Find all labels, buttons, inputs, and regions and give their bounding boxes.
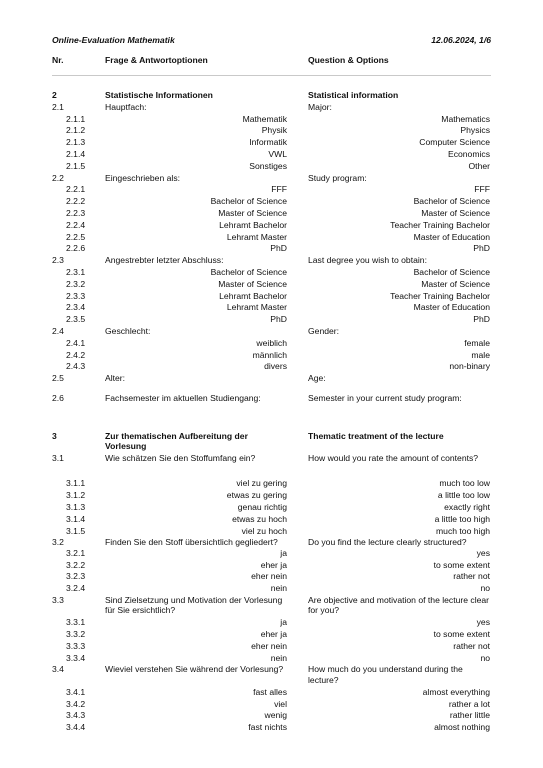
column-headers (52, 55, 491, 69)
option-english: Master of Science (421, 207, 490, 218)
option-german: etwas zu gering (226, 490, 287, 501)
question-german: Eingeschrieben als: (105, 172, 181, 183)
option-number: 3.3.4 (66, 652, 86, 663)
option-german: männlich (252, 349, 287, 360)
option-number: 2.1.3 (66, 137, 86, 148)
option-row (0, 478, 543, 490)
section-title-english: Thematic treatment of the lecture (308, 430, 444, 441)
question-english: Last degree you wish to obtain: (308, 255, 427, 266)
option-row (0, 243, 543, 255)
option-number: 2.2.1 (66, 184, 86, 195)
option-row (0, 220, 543, 232)
option-english: Bachelor of Science (413, 196, 490, 207)
option-number: 3.3.3 (66, 640, 86, 651)
option-german: nein (270, 583, 287, 594)
question-german: Alter: (105, 373, 126, 384)
question-german: Wie schätzen Sie den Stoffumfang ein? (105, 453, 256, 464)
option-row (0, 149, 543, 161)
option-number: 2.4.2 (66, 349, 86, 360)
option-english: Computer Science (419, 137, 490, 148)
section-number: 2 (52, 90, 57, 100)
option-number: 3.3.1 (66, 617, 86, 628)
option-german: etwas zu hoch (232, 513, 287, 524)
option-number: 2.2.2 (66, 196, 86, 207)
option-english: almost everything (422, 686, 490, 697)
option-english: Teacher Training Bachelor (390, 219, 490, 230)
column-header-nr: Nr. (52, 55, 64, 65)
option-english: yes (476, 617, 490, 628)
option-german: viel zu gering (236, 478, 287, 489)
question-german: Wieviel verstehen Sie während der Vorlesung? (105, 664, 284, 675)
option-row (0, 502, 543, 514)
option-number: 3.1.3 (66, 501, 86, 512)
option-row (0, 114, 543, 126)
option-row (0, 514, 543, 526)
option-german: divers (264, 361, 287, 372)
option-number: 3.4.1 (66, 686, 86, 697)
column-header-german: Frage & Antwortoptionen (105, 55, 208, 65)
option-row (0, 161, 543, 173)
option-number: 2.3.2 (66, 278, 86, 289)
option-german: FFF (271, 184, 287, 195)
column-header-english: Question & Options (308, 55, 389, 65)
option-number: 3.1.4 (66, 513, 86, 524)
option-row (0, 302, 543, 314)
question-row (0, 255, 543, 267)
option-english: to some extent (433, 629, 490, 640)
section-title-german: Zur thematischen Aufbereitung der Vorlesung (105, 430, 248, 452)
document-title: Online-Evaluation Mathematik (52, 35, 175, 45)
question-number: 2.6 (52, 392, 64, 403)
option-number: 3.1.1 (66, 478, 86, 489)
question-row (0, 453, 543, 475)
section-title-german: Statistische Informationen (105, 90, 213, 100)
question-english: How much do you understand during the lecture? (308, 664, 463, 685)
option-german: viel (274, 698, 287, 709)
question-number: 2.3 (52, 255, 64, 266)
option-number: 3.2.3 (66, 571, 86, 582)
option-number: 3.1.5 (66, 525, 86, 536)
option-german: Master of Science (218, 278, 287, 289)
option-english: rather not (453, 571, 490, 582)
option-english: PhD (473, 243, 490, 254)
option-row (0, 361, 543, 373)
question-row (0, 664, 543, 686)
option-german: genau richtig (237, 501, 287, 512)
question-number: 2.4 (52, 325, 64, 336)
option-number: 2.2.6 (66, 243, 86, 254)
option-number: 2.1.5 (66, 160, 86, 171)
option-number: 2.3.3 (66, 290, 86, 301)
option-number: 2.1.4 (66, 148, 86, 159)
option-german: viel zu hoch (241, 525, 287, 536)
option-english: rather little (449, 710, 490, 721)
option-row (0, 641, 543, 653)
option-german: Bachelor of Science (210, 266, 287, 277)
option-number: 2.3.4 (66, 302, 86, 313)
section-heading (0, 431, 543, 453)
question-row (0, 393, 543, 405)
option-row (0, 617, 543, 629)
question-english: Major: (308, 101, 332, 112)
question-english: Semester in your current study program: (308, 392, 462, 403)
option-row (0, 291, 543, 303)
option-row (0, 653, 543, 665)
header-divider (52, 75, 491, 76)
question-english: Study program: (308, 172, 367, 183)
option-english: yes (476, 547, 490, 558)
option-english: Bachelor of Science (413, 266, 490, 277)
question-english: How would you rate the amount of contents? (308, 453, 479, 464)
question-number: 3.3 (52, 594, 64, 605)
option-english: female (464, 337, 490, 348)
option-english: Physics (460, 125, 490, 136)
question-english: Do you find the lecture clearly structured? (308, 537, 467, 548)
question-german: Angestrebter letzter Abschluss: (105, 255, 224, 266)
option-english: Master of Education (413, 302, 490, 313)
question-number: 2.1 (52, 101, 64, 112)
option-english: PhD (473, 314, 490, 325)
option-number: 2.2.5 (66, 231, 86, 242)
question-number: 2.2 (52, 172, 64, 183)
option-row (0, 196, 543, 208)
option-row (0, 137, 543, 149)
question-row (0, 326, 543, 338)
option-english: rather a lot (448, 698, 490, 709)
option-number: 3.2.1 (66, 547, 86, 558)
option-row (0, 571, 543, 583)
option-english: exactly right (444, 501, 490, 512)
option-row (0, 629, 543, 641)
option-german: eher ja (260, 559, 287, 570)
option-german: VWL (268, 148, 287, 159)
option-number: 3.3.2 (66, 629, 86, 640)
question-row (0, 537, 543, 559)
question-number: 3.2 (52, 537, 64, 548)
option-german: Informatik (249, 137, 287, 148)
option-english: Other (468, 160, 490, 171)
option-german: fast alles (253, 686, 287, 697)
option-english: almost nothing (434, 722, 490, 733)
option-row (0, 583, 543, 595)
option-english: a little too high (434, 513, 490, 524)
option-english: FFF (474, 184, 490, 195)
question-number: 3.1 (52, 453, 64, 464)
option-number: 2.3.1 (66, 266, 86, 277)
option-row (0, 267, 543, 279)
option-english: much too low (439, 478, 490, 489)
option-row (0, 184, 543, 196)
question-german: Sind Zielsetzung und Motivation der Vorlesung für Sie ersichtlich? (105, 594, 283, 616)
option-row (0, 687, 543, 699)
option-german: PhD (270, 243, 287, 254)
option-english: to some extent (433, 559, 490, 570)
option-english: a little too low (437, 490, 490, 501)
option-row (0, 526, 543, 538)
question-row (0, 595, 543, 617)
option-german: Lehramt Bachelor (219, 219, 287, 230)
option-german: ja (280, 547, 287, 558)
option-english: much too high (436, 525, 490, 536)
option-german: Bachelor of Science (210, 196, 287, 207)
option-german: Lehramt Bachelor (219, 290, 287, 301)
option-german: Sonstiges (249, 160, 287, 171)
option-row (0, 699, 543, 711)
option-german: ja (280, 617, 287, 628)
option-row (0, 314, 543, 326)
question-number: 2.5 (52, 373, 64, 384)
option-english: male (471, 349, 490, 360)
option-english: rather not (453, 640, 490, 651)
option-german: Lehramt Master (226, 231, 287, 242)
option-number: 2.2.4 (66, 219, 86, 230)
question-german: Geschlecht: (105, 325, 151, 336)
question-english: Gender: (308, 325, 340, 336)
option-number: 2.1.1 (66, 113, 86, 124)
option-number: 3.1.2 (66, 490, 86, 501)
option-english: no (480, 583, 490, 594)
option-english: Master of Education (413, 231, 490, 242)
option-english: non-binary (449, 361, 490, 372)
question-german: Finden Sie den Stoff übersichtlich gegliedert? (105, 537, 278, 548)
question-german: Fachsemester im aktuellen Studiengang: (105, 392, 261, 403)
option-german: fast nichts (248, 722, 287, 733)
question-number: 3.4 (52, 664, 64, 675)
option-english: Mathematics (441, 113, 490, 124)
question-row (0, 373, 543, 385)
option-german: wenig (264, 710, 287, 721)
option-german: Lehramt Master (226, 302, 287, 313)
option-german: nein (270, 652, 287, 663)
option-number: 2.3.5 (66, 314, 86, 325)
question-english: Are objective and motivation of the lecture clear for you? (308, 594, 490, 616)
option-row (0, 125, 543, 137)
option-german: eher nein (251, 640, 287, 651)
option-number: 2.4.3 (66, 361, 86, 372)
option-german: eher nein (251, 571, 287, 582)
option-english: Teacher Training Bachelor (390, 290, 490, 301)
option-english: Master of Science (421, 278, 490, 289)
option-row (0, 490, 543, 502)
option-german: weiblich (256, 337, 287, 348)
option-number: 2.4.1 (66, 337, 86, 348)
option-row (0, 279, 543, 291)
option-number: 2.2.3 (66, 207, 86, 218)
option-german: Master of Science (218, 207, 287, 218)
question-row (0, 173, 543, 185)
section-heading (0, 90, 543, 102)
option-row (0, 338, 543, 350)
option-german: eher ja (260, 629, 287, 640)
questionnaire-content (0, 84, 543, 734)
option-number: 3.4.3 (66, 710, 86, 721)
page-header (52, 35, 491, 49)
section-title-english: Statistical information (308, 90, 399, 100)
option-english: Economics (447, 148, 490, 159)
option-row (0, 722, 543, 734)
question-german: Hauptfach: (105, 101, 147, 112)
option-german: PhD (270, 314, 287, 325)
date-page-indicator: 12.06.2024, 1/6 (431, 35, 491, 45)
option-german: Physik (261, 125, 287, 136)
option-number: 2.1.2 (66, 125, 86, 136)
question-english: Age: (308, 373, 326, 384)
option-number: 3.2.2 (66, 559, 86, 570)
option-number: 3.4.2 (66, 698, 86, 709)
option-row (0, 232, 543, 244)
option-number: 3.2.4 (66, 583, 86, 594)
option-number: 3.4.4 (66, 722, 86, 733)
option-row (0, 350, 543, 362)
option-row (0, 710, 543, 722)
option-row (0, 208, 543, 220)
section-number: 3 (52, 430, 57, 441)
question-row (0, 102, 543, 114)
option-row (0, 560, 543, 572)
option-german: Mathematik (242, 113, 287, 124)
option-english: no (480, 652, 490, 663)
